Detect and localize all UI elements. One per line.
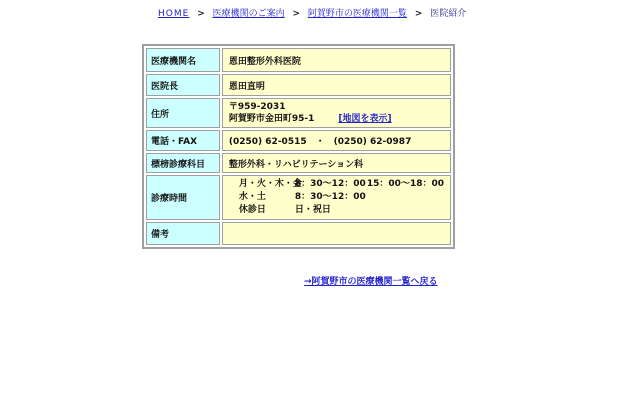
table-row-departments [146, 153, 451, 173]
breadcrumb [158, 9, 466, 20]
director-value: 恩田直明 [222, 74, 451, 96]
notes-label: 備考 [146, 222, 220, 245]
director-label: 医院長 [146, 74, 220, 96]
hours-value [222, 175, 451, 220]
phone-fax-label: 電話・FAX [146, 130, 220, 151]
clinic-name-label: 医療機関名 [146, 48, 220, 72]
schedule-afternoon: 15：00〜18：00 [366, 179, 444, 189]
clinic-info-table [142, 44, 455, 249]
table-row-phone-fax [146, 130, 451, 151]
show-map-link[interactable]: [地図を表示] [338, 114, 392, 124]
table-row-notes [146, 222, 451, 245]
departments-label: 標榜診療科目 [146, 153, 220, 173]
schedule-days: 月・火・木・金 [238, 179, 302, 189]
phone-fax-value: (0250) 62-0515 ・ (0250) 62-0987 [222, 130, 451, 151]
departments-value: 整形外科・リハビリテーション科 [222, 153, 451, 173]
breadcrumb-separator: > [292, 9, 301, 19]
table-row-address [146, 98, 451, 128]
breadcrumb-link-medical-guide[interactable]: 医療機関のご案内 [212, 9, 285, 19]
schedule-line [229, 178, 444, 191]
back-to-list-link[interactable]: →阿賀野市の医療機関一覧へ戻る [304, 277, 438, 287]
street-address: 阿賀野市金田町95-1 [228, 114, 315, 124]
address-value [222, 98, 451, 128]
schedule-afternoon [367, 191, 444, 204]
closed-days-value: 日・祝日 [294, 205, 331, 215]
breadcrumb-separator: > [414, 9, 423, 19]
table-row-director [146, 74, 451, 96]
hours-label: 診療時間 [146, 175, 220, 220]
table-row-hours [146, 175, 451, 220]
table-row-clinic-name [146, 48, 451, 72]
breadcrumb-link-home[interactable]: HOME [158, 9, 190, 19]
schedule-morning: 8：30〜12：00 [294, 192, 366, 202]
breadcrumb-link-agano-list[interactable]: 阿賀野市の医療機関一覧 [307, 9, 407, 19]
schedule-line [229, 191, 444, 204]
closed-days-label: 休診日 [238, 205, 266, 215]
postal-code: 〒959-2031 [228, 102, 286, 112]
clinic-name-value: 恩田整形外科医院 [222, 48, 451, 72]
notes-value [222, 222, 451, 245]
address-label: 住所 [146, 98, 220, 128]
breadcrumb-current-page: 医院紹介 [430, 9, 467, 19]
schedule-days: 水・土 [238, 192, 266, 202]
schedule-morning: 8：30〜12：00 [294, 179, 366, 189]
schedule-line [229, 204, 444, 217]
breadcrumb-separator: > [197, 9, 205, 19]
